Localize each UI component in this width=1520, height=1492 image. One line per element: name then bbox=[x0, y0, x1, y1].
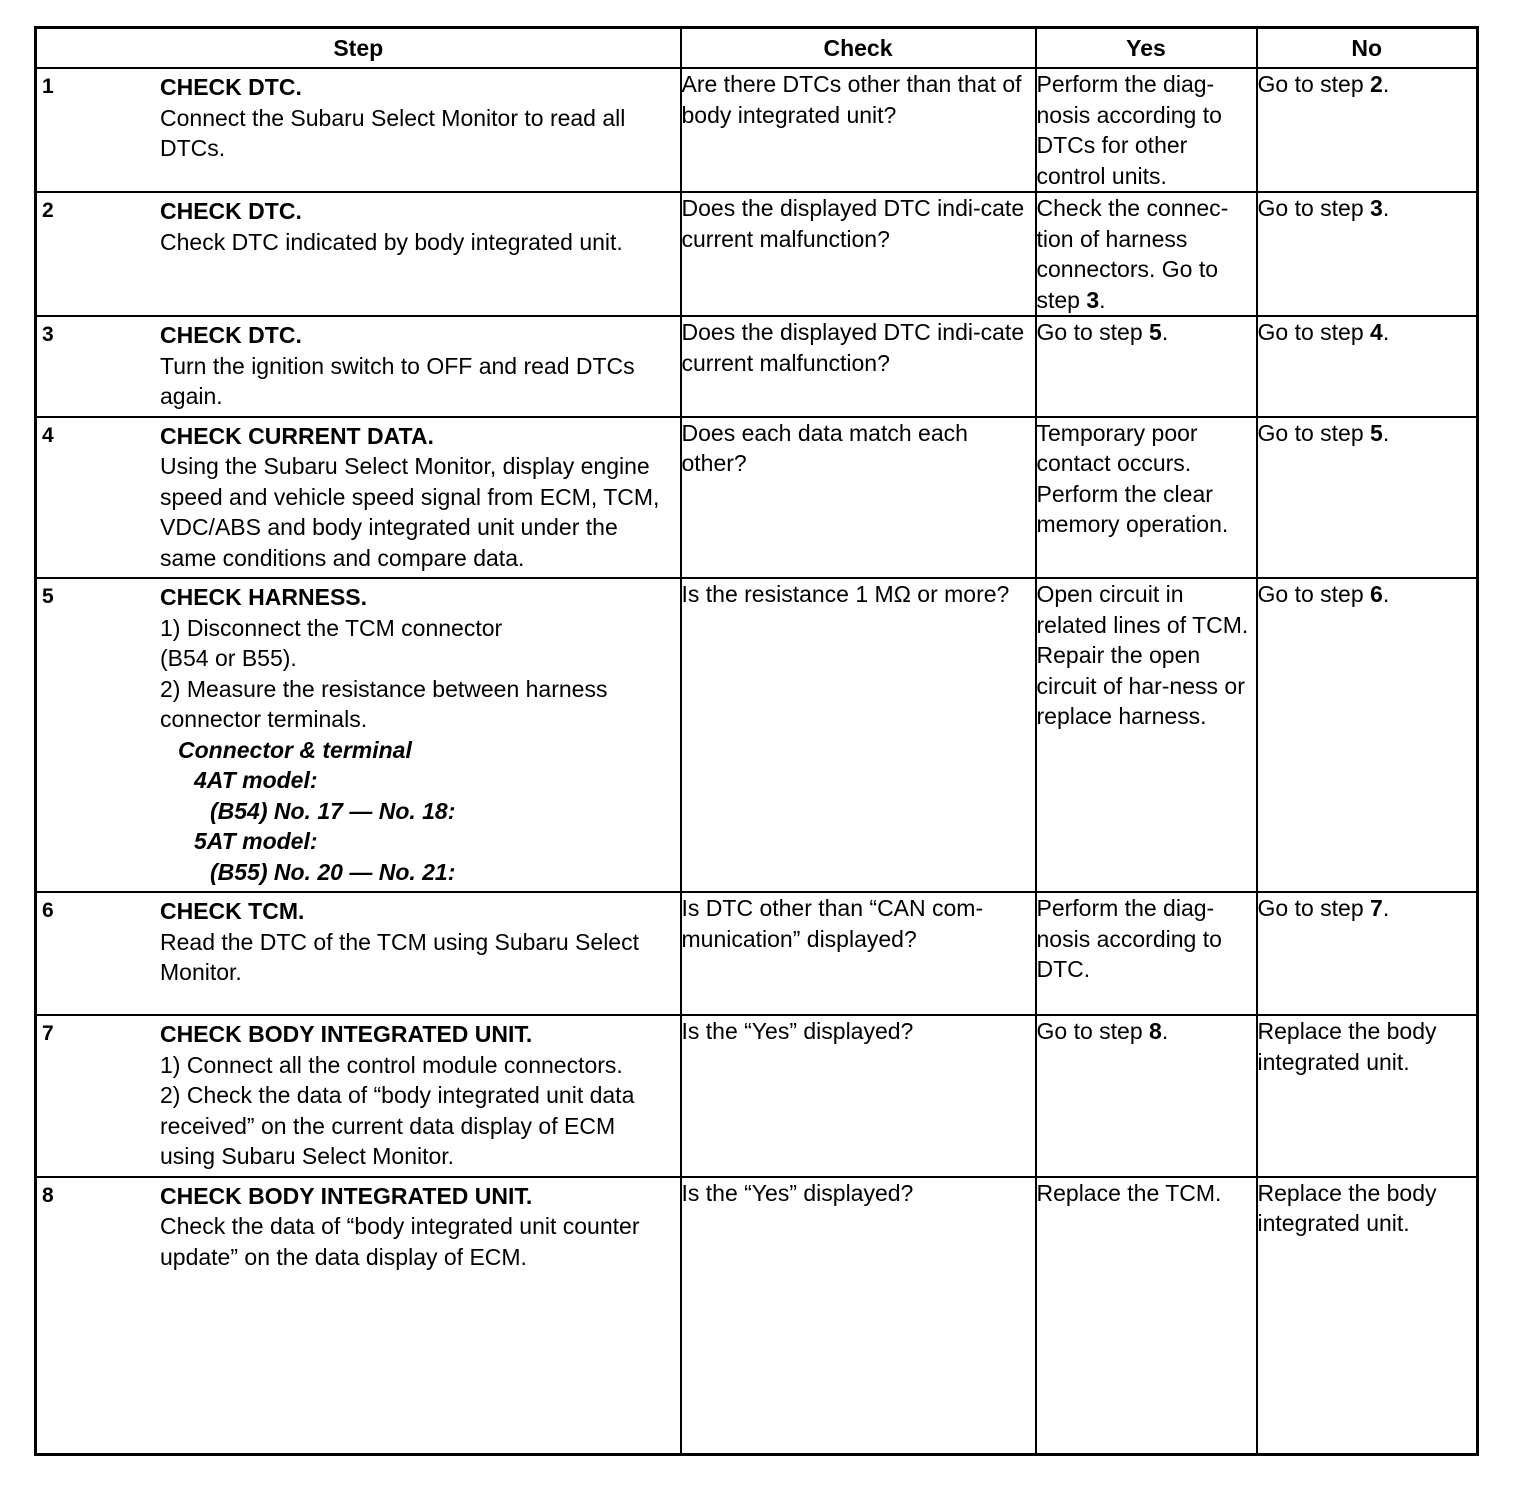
step-cell bbox=[36, 192, 681, 316]
no-cell: Replace the body integrated unit. bbox=[1257, 1177, 1478, 1455]
table-row bbox=[36, 1015, 1478, 1177]
step-cell bbox=[36, 578, 681, 892]
model-5at-label: 5AT model: bbox=[194, 828, 318, 854]
header-check: Check bbox=[681, 28, 1036, 69]
table-row bbox=[36, 316, 1478, 417]
yes-cell bbox=[1036, 316, 1257, 417]
header-row bbox=[36, 28, 1478, 69]
step-text: Connect the Subaru Select Monitor to read all DTCs. bbox=[160, 104, 626, 161]
step-title: CHECK DTC. bbox=[160, 322, 302, 348]
header-no: No bbox=[1257, 28, 1478, 69]
substep-1: 1) Disconnect the TCM connector bbox=[160, 614, 503, 641]
check-cell: Is the “Yes” displayed? bbox=[681, 1015, 1036, 1177]
step-text: Read the DTC of the TCM using Subaru Select Monitor. bbox=[160, 928, 639, 985]
no-suffix: . bbox=[1382, 71, 1390, 97]
step-number: 4 bbox=[42, 423, 54, 447]
step-number: 6 bbox=[42, 899, 54, 922]
no-cell bbox=[1257, 68, 1478, 192]
no-suffix: . bbox=[1382, 419, 1390, 446]
table-row bbox=[36, 578, 1478, 892]
check-cell: Are there DTCs other than that of body integrated unit? bbox=[681, 68, 1036, 192]
no-suffix: . bbox=[1382, 195, 1390, 221]
check-cell: Does the displayed DTC indi-cate current malfunction? bbox=[681, 192, 1036, 316]
no-step-number: 2 bbox=[1370, 71, 1383, 97]
terminals-4at: (B54) No. 17 — No. 18: bbox=[210, 797, 456, 824]
step-title: CHECK CURRENT DATA. bbox=[160, 422, 434, 449]
step-number: 7 bbox=[42, 1022, 54, 1045]
yes-cell bbox=[1036, 192, 1257, 316]
step-number: 5 bbox=[42, 585, 54, 608]
no-step-number: 3 bbox=[1370, 195, 1383, 221]
substep-1-continued: (B54 or B55). bbox=[160, 645, 297, 671]
yes-cell bbox=[1036, 1015, 1257, 1177]
yes-cell: Open circuit in related lines of TCM. Repair the open circuit of har-ness or replace harness. bbox=[1036, 578, 1257, 892]
step-cell bbox=[36, 1015, 681, 1177]
yes-text: Check the connec-tion of harness connectors. Go to step bbox=[1036, 195, 1229, 313]
no-cell bbox=[1257, 192, 1478, 316]
step-number: 3 bbox=[42, 323, 54, 346]
step-cell bbox=[36, 1177, 681, 1455]
step-title: CHECK BODY INTEGRATED UNIT. bbox=[160, 1182, 533, 1209]
no-text: Go to step bbox=[1257, 195, 1371, 221]
step-cell bbox=[36, 68, 681, 192]
no-text: Go to step bbox=[1257, 71, 1371, 97]
step-cell bbox=[36, 892, 681, 1015]
yes-step-number: 3 bbox=[1086, 286, 1100, 313]
table-row bbox=[36, 68, 1478, 192]
table-row bbox=[36, 192, 1478, 316]
no-cell bbox=[1257, 316, 1478, 417]
no-cell bbox=[1257, 417, 1478, 579]
check-cell: Is the “Yes” displayed? bbox=[681, 1177, 1036, 1455]
substep-2: 2) Check the data of “body integrated unit data received” on the current data display of ECM using Subaru Select Monitor. bbox=[160, 1082, 635, 1169]
no-cell: Replace the body integrated unit. bbox=[1257, 1015, 1478, 1177]
no-suffix: . bbox=[1382, 581, 1390, 607]
model-4at-label: 4AT model: bbox=[194, 767, 318, 793]
no-cell bbox=[1257, 892, 1478, 1015]
check-cell: Does each data match each other? bbox=[681, 417, 1036, 579]
no-text: Go to step bbox=[1257, 581, 1371, 607]
yes-step-number: 5 bbox=[1149, 319, 1162, 345]
step-title: CHECK HARNESS. bbox=[160, 584, 368, 610]
no-suffix: . bbox=[1382, 895, 1390, 921]
yes-cell: Perform the diag-nosis according to DTCs for other control units. bbox=[1036, 68, 1257, 192]
table-row bbox=[36, 892, 1478, 1015]
step-cell bbox=[36, 316, 681, 417]
table-row bbox=[36, 417, 1478, 579]
header-yes: Yes bbox=[1036, 28, 1257, 69]
no-text: Go to step bbox=[1257, 319, 1371, 345]
step-title: CHECK DTC. bbox=[160, 198, 302, 224]
no-text: Go to step bbox=[1257, 419, 1371, 446]
yes-text: Go to step bbox=[1036, 319, 1150, 345]
no-text: Go to step bbox=[1257, 895, 1371, 921]
no-step-number: 5 bbox=[1370, 419, 1383, 446]
step-number: 8 bbox=[42, 1183, 54, 1207]
check-cell: Does the displayed DTC indi-cate current malfunction? bbox=[681, 316, 1036, 417]
step-cell bbox=[36, 417, 681, 579]
step-title: CHECK TCM. bbox=[160, 898, 305, 924]
table-row bbox=[36, 1177, 1478, 1455]
check-cell: Is the resistance 1 MΩ or more? bbox=[681, 578, 1036, 892]
yes-text: Go to step bbox=[1036, 1018, 1150, 1044]
no-suffix: . bbox=[1382, 319, 1390, 345]
no-cell bbox=[1257, 578, 1478, 892]
substep-2: 2) Measure the resistance between harness connector terminals. bbox=[160, 675, 608, 732]
substep-1: 1) Connect all the control module connectors. bbox=[160, 1051, 623, 1078]
no-step-number: 4 bbox=[1370, 319, 1383, 345]
terminals-5at: (B55) No. 20 — No. 21: bbox=[210, 858, 456, 885]
step-text: Using the Subaru Select Monitor, display engine speed and vehicle speed signal from ECM, TCM, VDC/ABS and body integrated unit under the same conditions and compare data. bbox=[160, 453, 660, 571]
yes-cell: Replace the TCM. bbox=[1036, 1177, 1257, 1455]
step-text: Check the data of “body integrated unit counter update” on the data display of ECM. bbox=[160, 1213, 640, 1270]
step-title: CHECK BODY INTEGRATED UNIT. bbox=[160, 1021, 533, 1047]
no-step-number: 6 bbox=[1370, 581, 1383, 607]
connector-terminal-heading: Connector & terminal bbox=[178, 736, 412, 763]
yes-suffix: . bbox=[1161, 1018, 1169, 1044]
no-step-number: 7 bbox=[1370, 895, 1383, 921]
check-cell: Is DTC other than “CAN com-munication” displayed? bbox=[681, 892, 1036, 1015]
yes-suffix: . bbox=[1099, 286, 1106, 313]
step-title: CHECK DTC. bbox=[160, 74, 302, 100]
step-number: 1 bbox=[42, 75, 54, 98]
header-step: Step bbox=[36, 28, 681, 69]
step-text: Check DTC indicated by body integrated unit. bbox=[160, 228, 623, 255]
yes-cell: Temporary poor contact occurs. Perform the clear memory operation. bbox=[1036, 417, 1257, 579]
step-number: 2 bbox=[42, 199, 54, 222]
step-text: Turn the ignition switch to OFF and read DTCs again. bbox=[160, 352, 635, 409]
yes-step-number: 8 bbox=[1149, 1018, 1162, 1044]
yes-suffix: . bbox=[1161, 319, 1169, 345]
yes-cell: Perform the diag-nosis according to DTC. bbox=[1036, 892, 1257, 1015]
diagnostic-table bbox=[34, 26, 1479, 1456]
